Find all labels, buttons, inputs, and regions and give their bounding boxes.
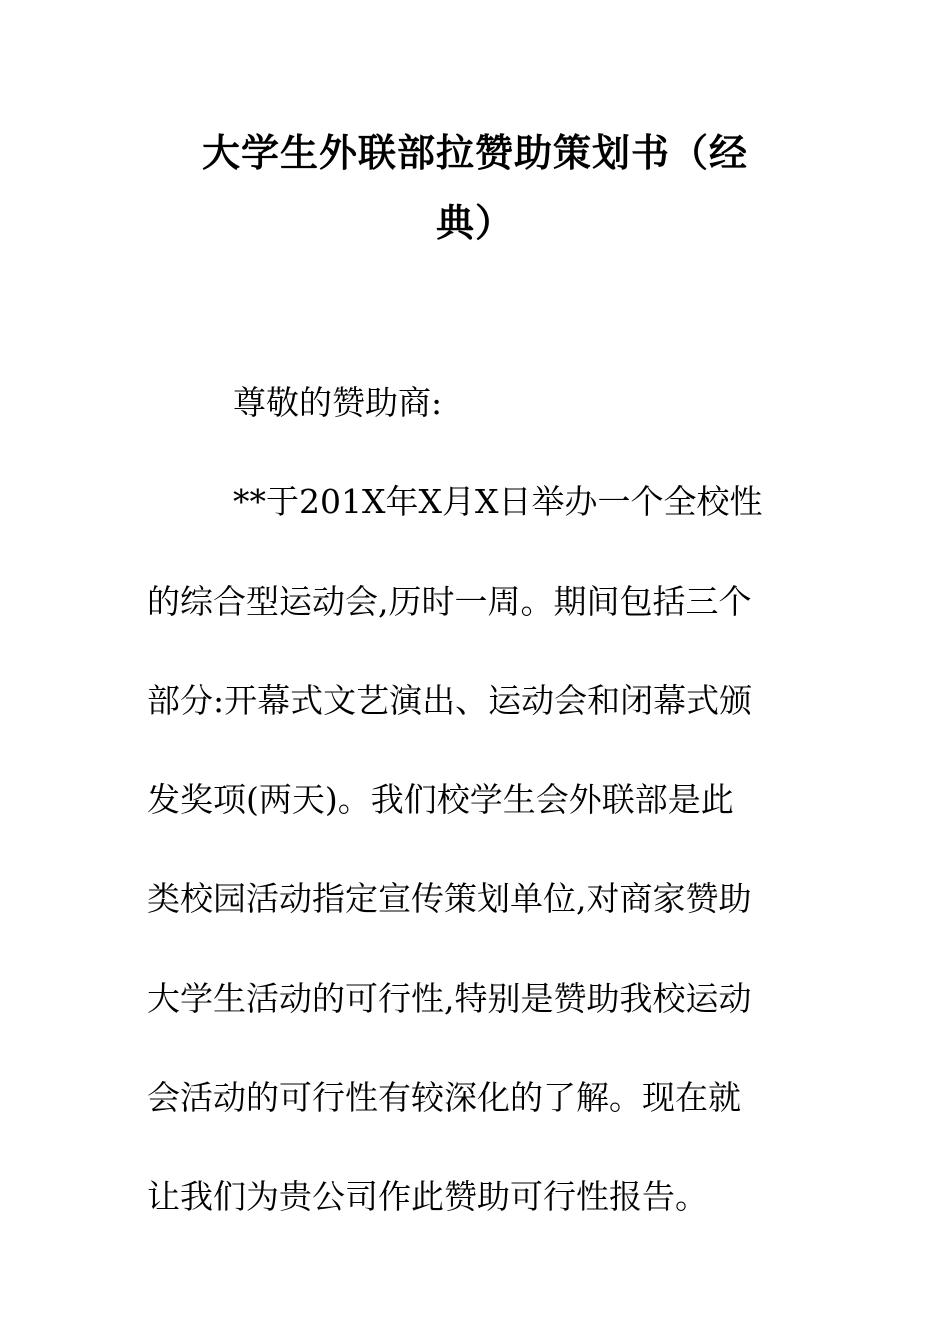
paragraph-line: 让我们为贵公司作此赞助可行性报告。 bbox=[147, 1177, 708, 1216]
paragraph-line: 发奖项(两天)。我们校学生会外联部是此 bbox=[147, 780, 734, 819]
salutation: 尊敬的赞助商: bbox=[233, 383, 443, 422]
paragraph-line: 会活动的可行性有较深化的了解。现在就 bbox=[147, 1078, 741, 1117]
document-title-line-2: 典） bbox=[435, 201, 514, 245]
paragraph-line: 大学生活动的可行性,特别是赞助我校运动 bbox=[147, 979, 752, 1018]
paragraph-line: **于201X年X月X日举办一个全校性 bbox=[233, 482, 763, 521]
document-title-line-1: 大学生外联部拉赞助策划书（经 bbox=[201, 131, 748, 175]
paragraph-line: 部分:开幕式文艺演出、运动会和闭幕式颁 bbox=[147, 681, 753, 720]
paragraph-line: 类校园活动指定宣传策划单位,对商家赞助 bbox=[147, 879, 752, 918]
paragraph-line: 的综合型运动会,历时一周。期间包括三个 bbox=[147, 582, 752, 621]
